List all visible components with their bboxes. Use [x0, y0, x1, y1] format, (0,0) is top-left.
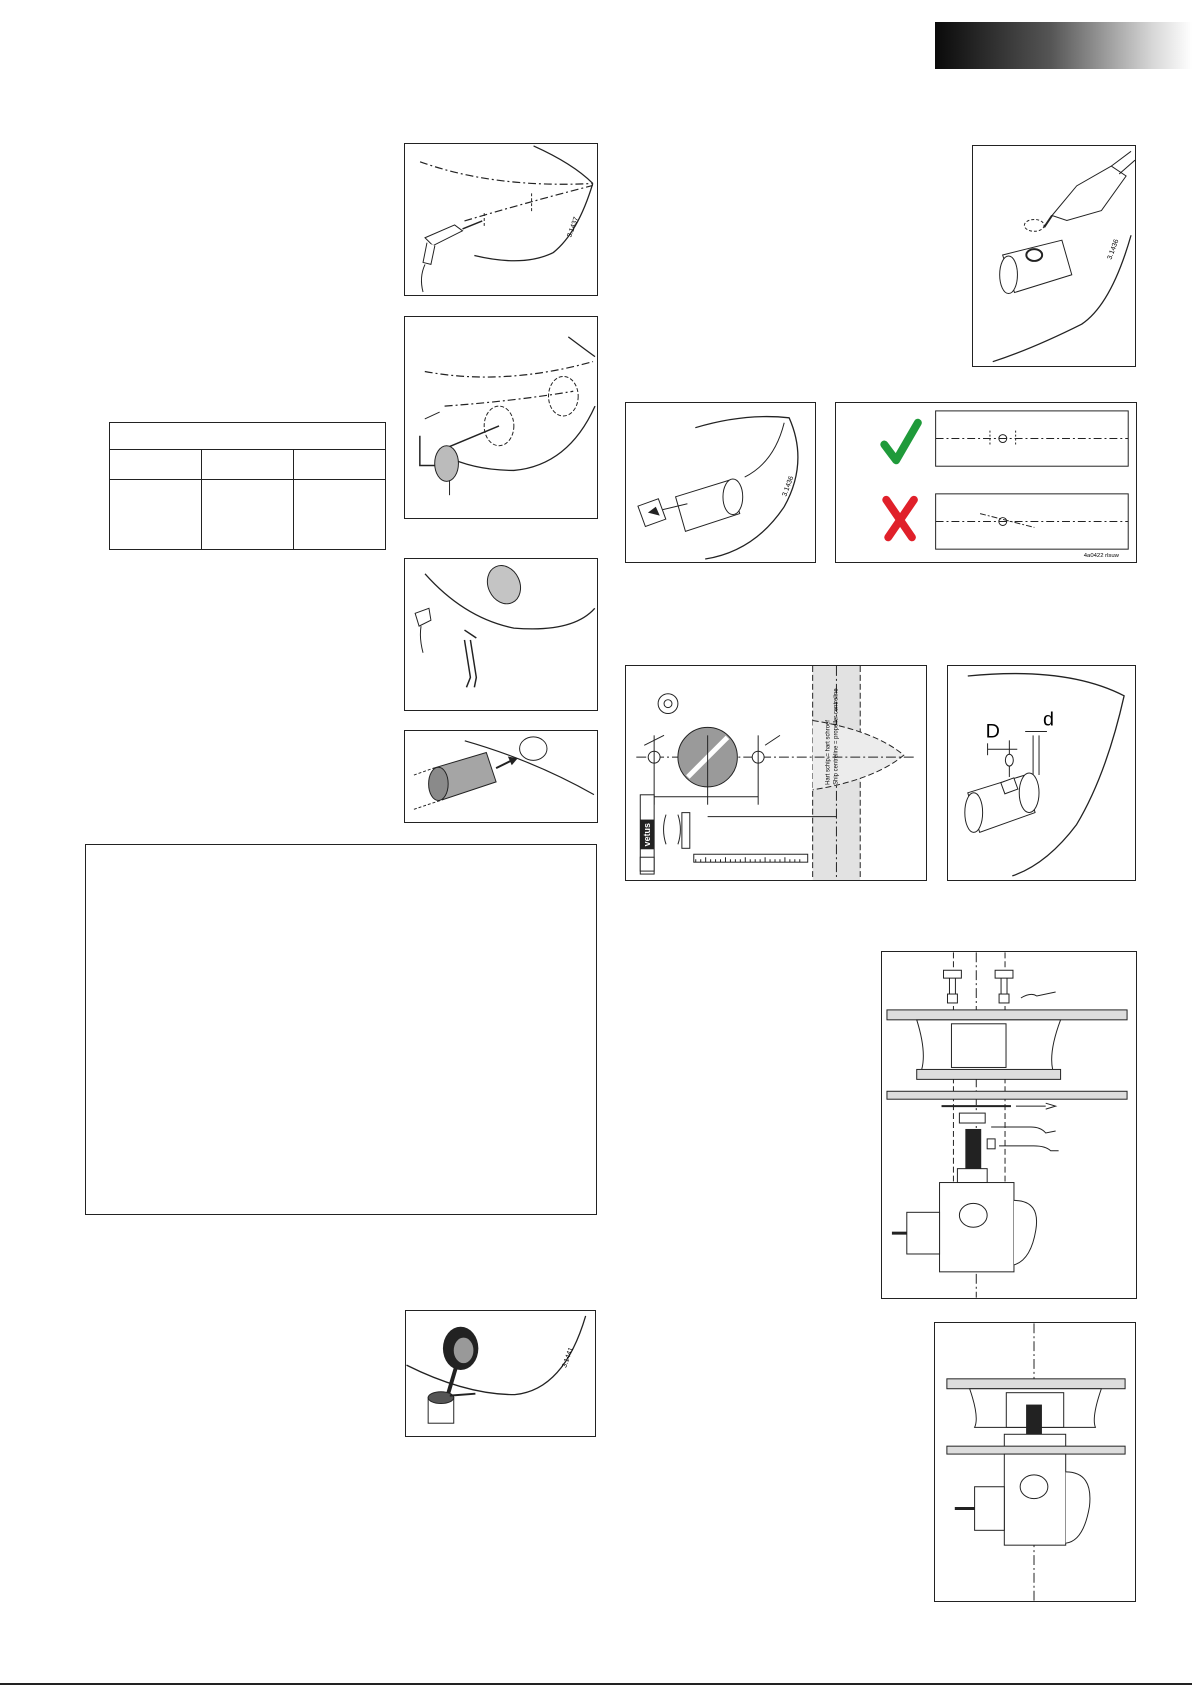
drill-figure — [404, 143, 598, 296]
template-label-2: Ship centreline = propeller centreline — [833, 688, 840, 785]
tunnel-template-code: 3.1436 — [781, 475, 796, 498]
template-brand: vetus — [642, 823, 653, 847]
header-gradient-bar — [935, 22, 1192, 69]
resin-figure — [405, 1310, 596, 1437]
dimension-figure — [947, 665, 1136, 881]
assembly-exploded-figure — [881, 951, 1137, 1299]
spec-table-col-3 — [294, 450, 386, 480]
spec-table-cell — [202, 480, 294, 550]
dimension-label-d: d — [1042, 708, 1054, 731]
spec-table-cell — [294, 480, 386, 550]
tube-insert-figure — [404, 730, 598, 823]
alignment-figure-code: 4a0422 rlsuw — [1083, 553, 1119, 560]
drill-figure-code: 3.1437 — [566, 216, 581, 239]
info-box — [85, 844, 597, 1215]
template-figure — [625, 665, 927, 881]
template-label-1: Hart schip = hart schroef — [825, 720, 832, 785]
spec-table — [109, 422, 386, 550]
spec-table-col-1 — [110, 450, 202, 480]
alignment-figure — [835, 402, 1137, 563]
sanding-figure — [404, 558, 598, 711]
assembly-final-figure — [934, 1322, 1136, 1602]
tunnel-template-figure — [625, 402, 816, 563]
marking-figure — [972, 145, 1136, 367]
resin-figure-code: 3.1441 — [561, 1346, 576, 1369]
marking-figure-code: 3.1436 — [1106, 238, 1121, 261]
hole-saw-figure — [404, 316, 598, 519]
spec-table-cell — [110, 480, 202, 550]
spec-table-col-2 — [202, 450, 294, 480]
spec-table-header-cell — [110, 423, 386, 450]
cross-icon — [886, 500, 914, 538]
dimension-label-D: D — [985, 720, 1000, 743]
check-icon — [884, 423, 918, 461]
